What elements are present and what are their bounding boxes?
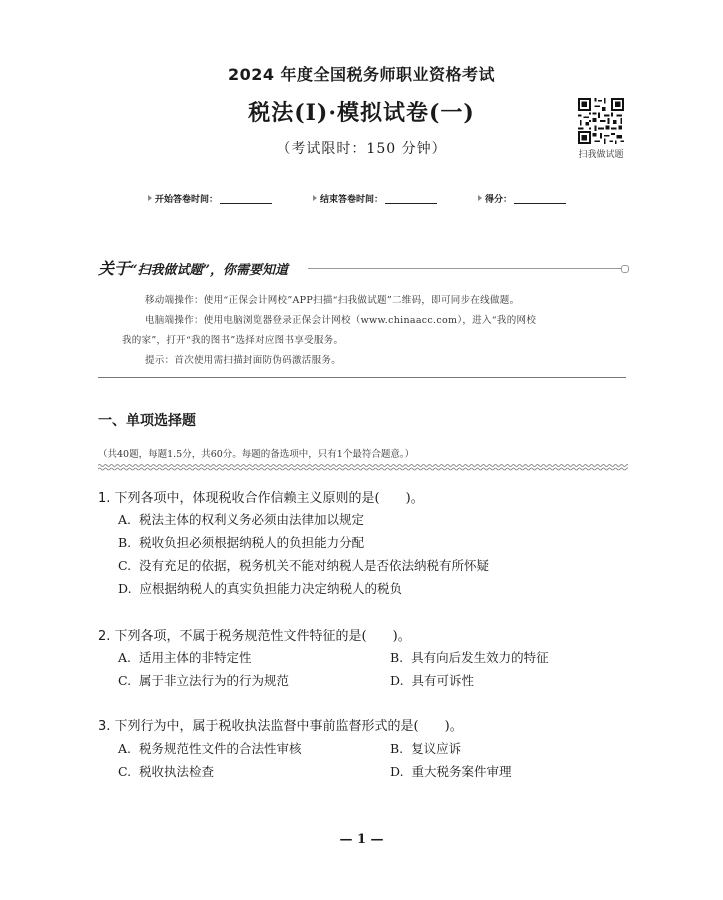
end-time-blank[interactable] bbox=[385, 194, 437, 204]
question-text: 下列各项中，体现税收合作信赖主义原则的是( )。 bbox=[114, 491, 424, 506]
score-field[interactable] bbox=[478, 192, 566, 205]
triangle-bullet-icon bbox=[478, 195, 482, 201]
question-number: 2. bbox=[98, 629, 111, 644]
option-letter: A. bbox=[118, 512, 132, 527]
about-line-desktop: 电脑端操作：使用电脑浏览器登录正保会计网校（www.chinaacc.com），进入“我的网校 bbox=[145, 315, 537, 326]
start-time-label: 开始答卷时间： bbox=[155, 195, 219, 205]
option-text: 具有向后发生效力的特征 bbox=[411, 650, 549, 665]
question-text: 下列行为中，属于税收执法监督中事前监督形式的是( )。 bbox=[114, 719, 463, 734]
question-text: 下列各项，不属于税务规范性文件特征的是( )。 bbox=[114, 629, 411, 644]
question-1-stem bbox=[98, 487, 424, 506]
about-bottom-rule bbox=[98, 377, 626, 378]
question-2-stem bbox=[98, 625, 411, 644]
about-divider bbox=[308, 268, 626, 269]
question-2-option-a[interactable] bbox=[118, 648, 251, 666]
time-limit: （考试限时：150 分钟） bbox=[276, 141, 447, 157]
about-line-mobile: 移动端操作：使用“正保会计网校”APP扫描“扫我做试题”二维码，即可同步在线做题。 bbox=[145, 295, 520, 306]
triangle-bullet-icon bbox=[148, 195, 152, 201]
answer-info-row bbox=[0, 192, 723, 206]
about-line-desktop-cont: 我的家”，打开“我的图书”选择对应图书享受服务。 bbox=[122, 335, 344, 346]
question-1-option-b[interactable] bbox=[118, 533, 364, 551]
question-number: 1. bbox=[98, 491, 111, 506]
question-3-option-a[interactable] bbox=[118, 739, 301, 757]
question-3-option-c[interactable] bbox=[118, 762, 214, 780]
option-text: 应根据纳税人的真实负担能力决定纳税人的税负 bbox=[139, 581, 403, 596]
option-letter: A. bbox=[118, 741, 132, 756]
about-heading-text: “扫我做试题”，你需要知道 bbox=[130, 263, 288, 278]
wavy-divider bbox=[98, 462, 628, 472]
option-text: 属于非立法行为的行为规范 bbox=[139, 673, 290, 688]
about-heading bbox=[98, 256, 288, 279]
question-3-option-b[interactable] bbox=[390, 739, 461, 757]
start-time-blank[interactable] bbox=[220, 194, 272, 204]
section-note: （共40题，每题1.5分，共60分。每题的备选项中，只有1个最符合题意。） bbox=[98, 449, 415, 460]
option-text: 税法主体的权利义务必须由法律加以规定 bbox=[138, 512, 364, 527]
question-number: 3. bbox=[98, 719, 111, 734]
option-letter: B. bbox=[390, 741, 404, 756]
option-text: 具有可诉性 bbox=[411, 673, 475, 688]
option-letter: C. bbox=[118, 673, 132, 688]
option-text: 重大税务案件审理 bbox=[411, 764, 512, 779]
option-text: 税务规范性文件的合法性审核 bbox=[138, 741, 302, 756]
qr-caption: 扫我做试题 bbox=[578, 150, 624, 160]
question-3-option-d[interactable] bbox=[390, 762, 512, 780]
start-time-field[interactable] bbox=[148, 192, 272, 205]
option-text: 税收执法检查 bbox=[139, 764, 215, 779]
option-letter: B. bbox=[390, 650, 404, 665]
section-title: 一、单项选择题 bbox=[98, 413, 196, 429]
option-text: 复议应诉 bbox=[411, 741, 462, 756]
option-letter: B. bbox=[118, 535, 132, 550]
question-1-option-c[interactable] bbox=[118, 556, 489, 574]
page-number: — 1 — bbox=[339, 832, 384, 847]
option-letter: D. bbox=[390, 764, 404, 779]
score-blank[interactable] bbox=[514, 194, 566, 204]
option-text: 税收负担必须根据纳税人的负担能力分配 bbox=[139, 535, 365, 550]
option-letter: D. bbox=[390, 673, 404, 688]
option-text: 没有充足的依据，税务机关不能对纳税人是否依法纳税有所怀疑 bbox=[139, 558, 490, 573]
option-letter: A. bbox=[118, 650, 132, 665]
about-line-tip: 提示：首次使用需扫描封面防伪码激活服务。 bbox=[145, 355, 342, 366]
paper-title: 税法(Ⅰ)·模拟试卷(一) bbox=[248, 100, 475, 126]
question-3-stem bbox=[98, 715, 463, 734]
exam-name: 2024 年度全国税务师职业资格考试 bbox=[227, 65, 496, 84]
question-2-option-d[interactable] bbox=[390, 671, 474, 689]
option-letter: D. bbox=[118, 581, 132, 596]
divider-dot-icon bbox=[621, 265, 629, 273]
end-time-label: 结束答卷时间： bbox=[320, 195, 384, 205]
question-1-option-d[interactable] bbox=[118, 579, 402, 597]
question-2-option-c[interactable] bbox=[118, 671, 289, 689]
score-label: 得分： bbox=[485, 195, 513, 205]
triangle-bullet-icon bbox=[313, 195, 317, 201]
option-letter: C. bbox=[118, 558, 132, 573]
question-1-option-a[interactable] bbox=[118, 510, 364, 528]
end-time-field[interactable] bbox=[313, 192, 437, 205]
qr-code-icon[interactable] bbox=[578, 98, 624, 144]
option-letter: C. bbox=[118, 764, 132, 779]
option-text: 适用主体的非特定性 bbox=[138, 650, 252, 665]
question-2-option-b[interactable] bbox=[390, 648, 549, 666]
about-heading-prefix: 关于 bbox=[98, 259, 131, 278]
